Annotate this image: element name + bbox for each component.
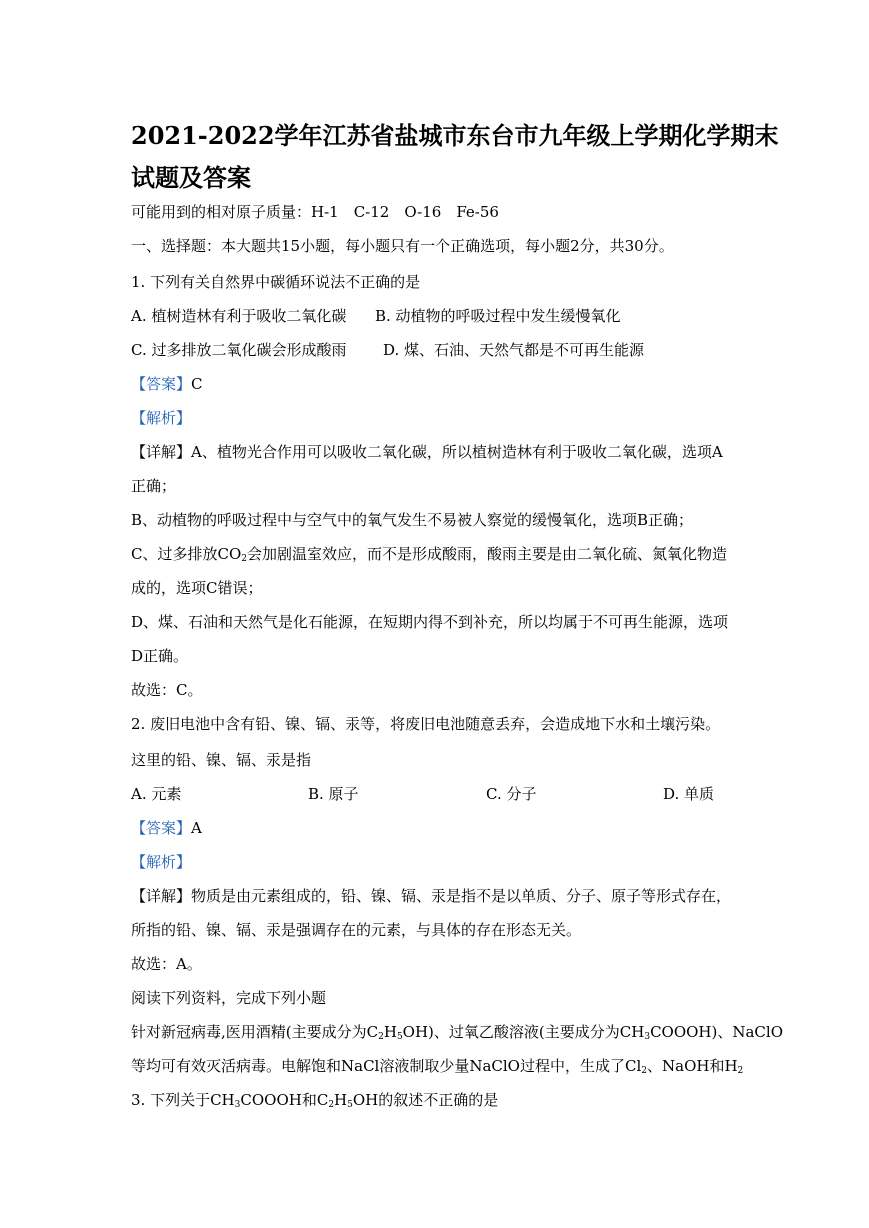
q1-detail-4a: D、煤、石油和天然气是化石能源，在短期内得不到补充，所以均属于不可再生能源，选项 xyxy=(131,613,729,631)
reading-p1-c: H xyxy=(383,1023,397,1041)
q1-detail-tag: 【详解】 xyxy=(131,443,192,461)
q1-detail-3a-pre: C、过多排放CO xyxy=(131,545,242,563)
q3-stem-g: OH的叙述不正确的是 xyxy=(352,1091,499,1109)
subscript: 5 xyxy=(347,1100,353,1110)
q2-conclusion: 故选：A。 xyxy=(131,955,202,973)
reading-paragraph-1 xyxy=(131,1022,783,1042)
q1-option-d: D. 煤、石油、天然气都是不可再生能源 xyxy=(383,341,645,359)
q1-detail-2: B、动植物的呼吸过程中与空气中的氧气发生不易被人察觉的缓慢氧化，选项B正确； xyxy=(131,511,694,529)
q1-detail-text-1a: A、植物光合作用可以吸收二氧化碳，所以植树造林有利于吸收二氧化碳，选项A xyxy=(191,443,723,461)
reading-p2-a: 等均可有效灭活病毒。电解饱和NaCl溶液制取少量NaClO过程中，生成了Cl xyxy=(131,1057,642,1075)
q2-stem-1: 2. 废旧电池中含有铅、镍、镉、汞等，将废旧电池随意丢弃，会造成地下水和土壤污染。 xyxy=(131,715,721,733)
q3-stem xyxy=(131,1090,498,1110)
document-title-line1: 2021-2022学年江苏省盐城市东台市九年级上学期化学期末 xyxy=(131,121,779,150)
q2-detail-text-1: 物质是由元素组成的，铅、镍、镉、汞是指不是以单质、分子、原子等形式存在， xyxy=(191,887,732,905)
q3-stem-e: H xyxy=(334,1091,348,1109)
q1-stem: 1. 下列有关自然界中碳循环说法不正确的是 xyxy=(131,273,421,291)
section-header: 一、选择题：本大题共15小题，每小题只有一个正确选项，每小题2分，共30分。 xyxy=(131,237,674,255)
q2-option-a: A. 元素 xyxy=(131,785,182,803)
q1-answer-value: C xyxy=(191,375,203,393)
atomic-masses-note: 可能用到的相对原子质量：H-1 C-12 O-16 Fe-56 xyxy=(131,203,499,221)
q2-answer xyxy=(131,818,202,838)
reading-p1-g: COOOH)、NaClO xyxy=(650,1023,784,1041)
q1-answer xyxy=(131,374,203,394)
subscript: 2 xyxy=(328,1100,335,1110)
subscript: 2 xyxy=(737,1066,744,1076)
subscript: 5 xyxy=(396,1032,403,1042)
q2-answer-tag: 【答案】 xyxy=(131,819,192,837)
q3-stem-a: 3. 下列关于CH xyxy=(131,1091,235,1109)
q2-option-c: C. 分子 xyxy=(486,785,537,803)
co2-subscript: 2 xyxy=(241,554,247,564)
q1-option-c: C. 过多排放二氧化碳会形成酸雨 xyxy=(131,341,347,359)
q1-detail-1b: 正确； xyxy=(131,477,177,495)
reading-paragraph-2 xyxy=(131,1056,743,1076)
q2-answer-value: A xyxy=(191,819,202,837)
subscript: 2 xyxy=(378,1032,384,1042)
q1-options-row2 xyxy=(131,340,831,360)
q1-detail-3b: 成的，选项C错误； xyxy=(131,579,263,597)
reading-p1-a: 针对新冠病毒,医用酒精(主要成分为C xyxy=(131,1023,379,1041)
q2-option-d: D. 单质 xyxy=(663,785,715,803)
subscript: 2 xyxy=(641,1066,647,1076)
subscript: 3 xyxy=(234,1100,241,1110)
document-title-line2: 试题及答案 xyxy=(131,163,251,192)
q1-detail-1a xyxy=(131,442,723,462)
q2-analysis-tag: 【解析】 xyxy=(131,853,192,871)
q1-answer-tag: 【答案】 xyxy=(131,375,192,393)
q1-detail-3a-post: 会加剧温室效应，而不是形成酸雨，酸雨主要是由二氧化硫、氮氧化物造 xyxy=(247,545,728,563)
q1-analysis-tag: 【解析】 xyxy=(131,409,192,427)
q2-stem-2: 这里的铅、镍、镉、汞是指 xyxy=(131,751,312,769)
subscript: 3 xyxy=(644,1032,651,1042)
q1-option-b: B. 动植物的呼吸过程中发生缓慢氧化 xyxy=(375,307,621,325)
q2-detail-2: 所指的铅、镍、镉、汞是强调存在的元素，与具体的存在形态无关。 xyxy=(131,921,582,939)
q1-detail-3a xyxy=(131,544,727,564)
reading-p2-c: 、NaOH和H xyxy=(647,1057,738,1075)
q2-detail-1 xyxy=(131,886,731,906)
q2-option-b: B. 原子 xyxy=(308,785,359,803)
q1-conclusion: 故选：C。 xyxy=(131,681,203,699)
q3-stem-c: COOOH和C xyxy=(240,1091,329,1109)
reading-intro: 阅读下列资料，完成下列小题 xyxy=(131,989,327,1007)
q2-options-row xyxy=(131,784,771,804)
q1-detail-4b: D正确。 xyxy=(131,647,189,665)
q2-detail-tag: 【详解】 xyxy=(131,887,192,905)
q1-option-a: A. 植树造林有利于吸收二氧化碳 xyxy=(131,307,347,325)
reading-p1-e: OH)、过氧乙酸溶液(主要成分为CH xyxy=(402,1023,645,1041)
q1-options-row1 xyxy=(131,306,831,326)
